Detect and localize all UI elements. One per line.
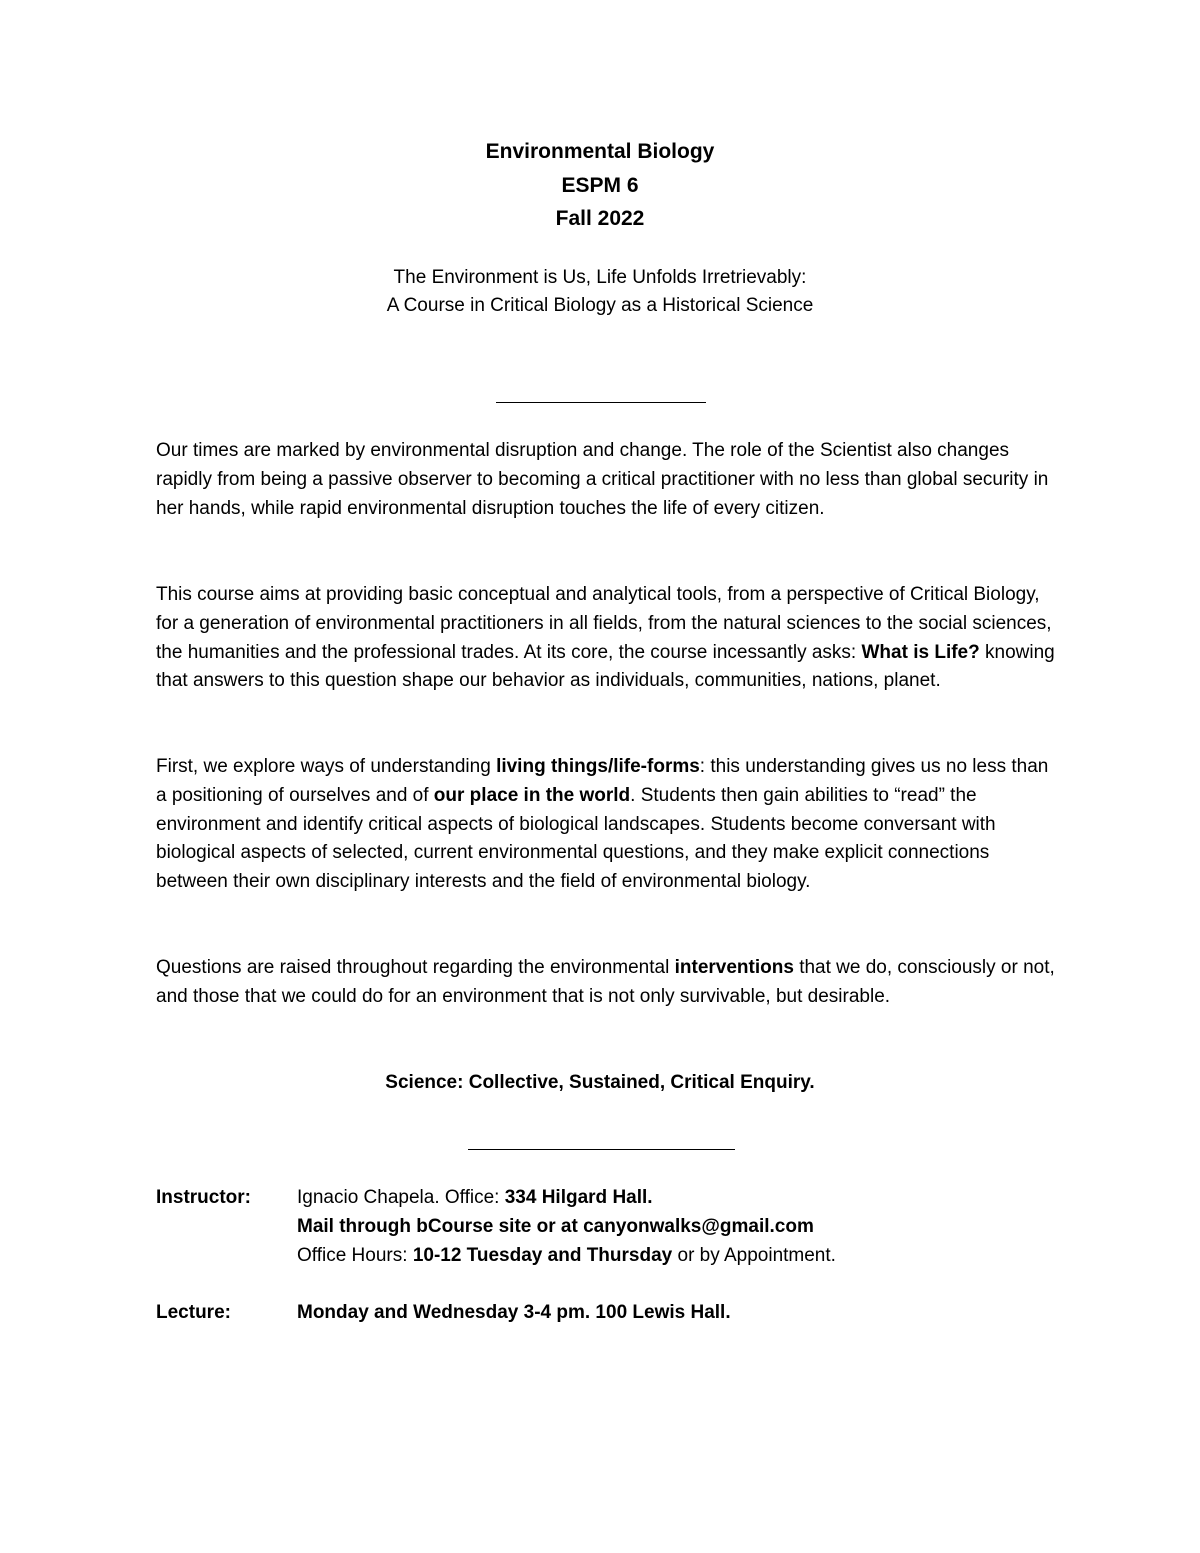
- divider-bottom: [468, 1149, 735, 1150]
- course-subtitle-line2: A Course in Critical Biology as a Historical Science: [386, 295, 814, 316]
- divider-top: [496, 402, 706, 403]
- instructor-name-text: Ignacio Chapela. Office:: [297, 1187, 505, 1208]
- paragraph-approach-emphasis-2: our place in the world: [433, 784, 631, 806]
- paragraph-aims-emphasis: What is Life?: [861, 641, 980, 663]
- instructor-office-line: [297, 1184, 1077, 1213]
- paragraph-approach-text-a: First, we explore ways of understanding: [156, 756, 497, 777]
- paragraph-interventions-text-a: Questions are raised throughout regarding the environmental: [156, 957, 675, 978]
- course-title: Environmental Biology: [485, 140, 715, 163]
- paragraph-interventions-text-c: that we do, consciously or not, and those that we could do for an environment that is not only survivable, but desirable.: [156, 957, 1055, 1007]
- paragraph-intro: Our times are marked by environmental disruption and change. The role of the Scientist also changes rapidly from being a passive observer to becoming a critical practitioner with no less than global security in her hands, while rapid environmental disruption touches the life of every citizen.: [156, 440, 1049, 519]
- paragraph-approach-text-c: : this understanding gives us no less than a positioning of ourselves and of: [156, 756, 1049, 806]
- paragraph-interventions: [156, 954, 1056, 1012]
- paragraph-aims-text-c: knowing that answers to this question shape our behavior as individuals, communities, nations, planet.: [156, 641, 1055, 692]
- course-subtitle-line1: The Environment is Us, Life Unfolds Irretrievably:: [393, 267, 807, 288]
- paragraph-approach: [156, 753, 1056, 897]
- course-term: Fall 2022: [555, 207, 645, 230]
- paragraph-approach-text-e: . Students then gain abilities to “read” the environment and identify critical aspects of biological landscapes. Students become conversant with biological aspects of selected, current environmental questions, and they make explicit connections between their own disciplinary interests and the field of environmental biology.: [156, 784, 996, 893]
- office-hours-label: Office Hours:: [297, 1244, 413, 1266]
- lecture-schedule: Monday and Wednesday 3-4 pm. 100 Lewis Hall.: [297, 1302, 731, 1323]
- instructor-label: Instructor:: [156, 1187, 251, 1208]
- paragraph-interventions-emphasis: interventions: [674, 957, 794, 978]
- course-code: ESPM 6: [561, 174, 639, 197]
- instructor-details: [297, 1184, 1077, 1270]
- course-motto: Science: Collective, Sustained, Critical Enquiry.: [385, 1072, 815, 1093]
- office-hours-times: 10-12 Tuesday and Thursday: [412, 1244, 673, 1266]
- instructor-contact-line: Mail through bCourse site or at canyonwalks@gmail.com: [297, 1215, 814, 1237]
- office-hours-line: [297, 1242, 1077, 1271]
- lecture-label: Lecture:: [156, 1302, 231, 1323]
- paragraph-aims-text-a: This course aims at providing basic conceptual and analytical tools, from a perspective of Critical Biology, for a generation of environmental practitioners in all fields, from the natural sciences to the social sciences, the humanities and the professional trades. At its core, the course incessantly asks:: [156, 584, 1052, 663]
- instructor-office-room: 334 Hilgard Hall.: [504, 1187, 653, 1208]
- paragraph-aims: [156, 581, 1056, 696]
- office-hours-note: or by Appointment.: [672, 1244, 836, 1266]
- paragraph-approach-emphasis-1: living things/life-forms: [496, 756, 700, 777]
